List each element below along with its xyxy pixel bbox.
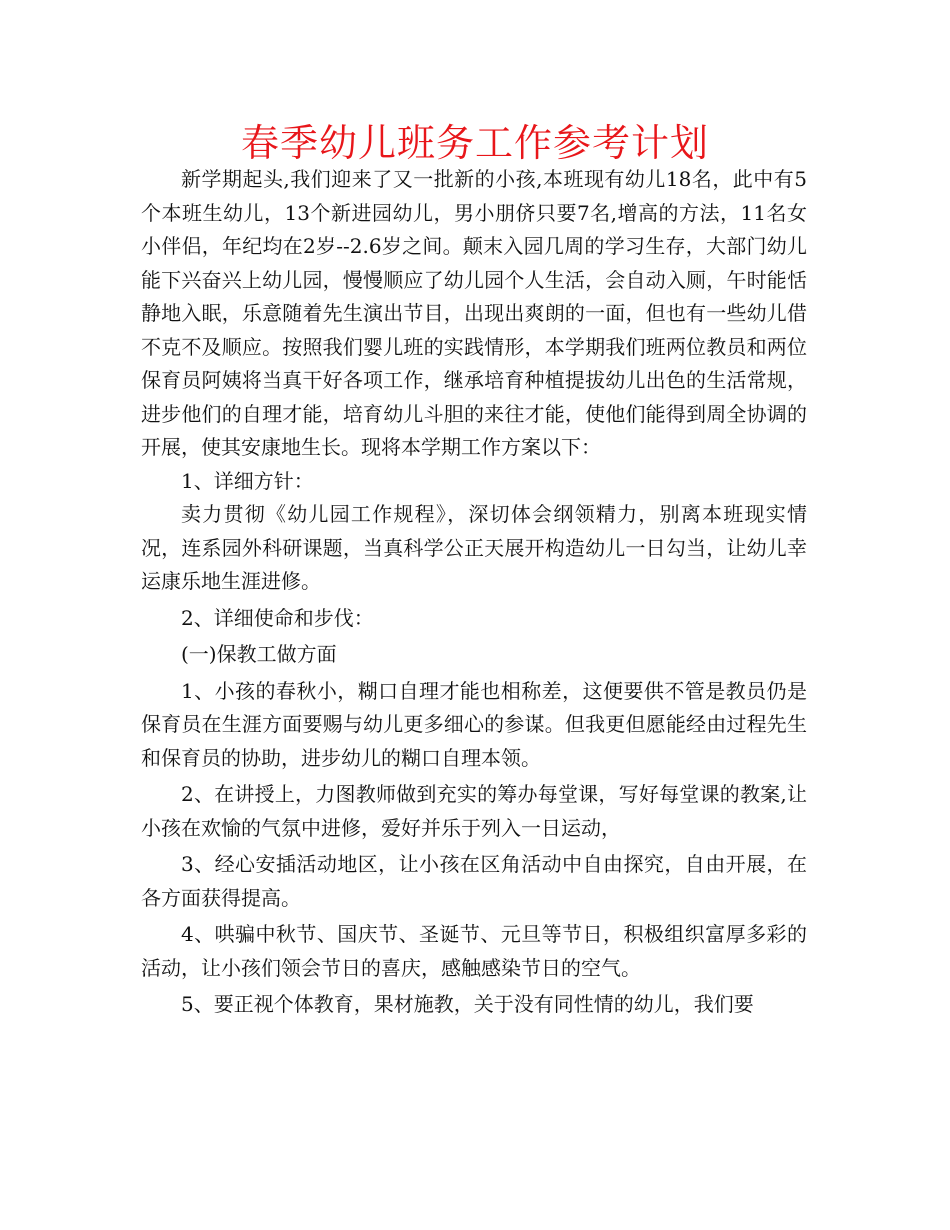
paragraph-item-5: 5、要正视个体教育，果材施教，关于没有同性情的幼儿，我们要 [181,992,754,1016]
paragraph-item-1: 1、小孩的春秋小，糊口自理才能也相称差，这便要供不管是教员仍是保育员在生涯方面要赐与幼儿更多细心的参谋。但我更但愿能经由过程先生和保育员的协助，进步幼儿的糊口自理本领。 [141,678,807,770]
paragraph-item-3: 3、经心安插活动地区，让小孩在区角活动中自由探究，自由开展，在各方面获得提高。 [141,852,807,910]
paragraph-intro: 新学期起头,我们迎来了又一批新的小孩,本班现有幼儿18名，此中有5个本班生幼儿，13个新进园幼儿，男小朋侪只要7名,增高的方法，11名女小伴侣，年纪均在2岁--2.6岁之间。颠末入园几周的学习生存，大部门幼儿能下兴奋兴上幼儿园，慢慢顺应了幼儿园个人生活，会自动入厕，午时能恬静地入眠，乐意随着先生演出节目，出现出爽朗的一面，但也有一些幼儿借不克不及顺应。按照我们婴儿班的实践情形，本学期我们班两位教员和两位保育员阿姨将当真干好各项工作，继承培育种植提拔幼儿出色的生活常规，进步他们的自理才能，培育幼儿斗胆的来往才能，使他们能得到周全协调的开展，使其安康地生长。现将本学期工作方案以下： [141,167,807,459]
paragraph-item-4: 4、哄骗中秋节、国庆节、圣诞节、元旦等节日，积极组织富厚多彩的活动，让小孩们领会节日的喜庆，感触感染节日的空气。 [141,922,807,980]
document-title: 春季幼儿班务工作参考计划 [240,121,709,165]
paragraph-heading-goals: 1、详细方针： [181,468,314,493]
document-body [141,163,807,1022]
paragraph-heading-tasks: 2、详细使命和步伐： [181,605,374,630]
paragraph-goals: 卖力贯彻《幼儿园工作规程》，深切体会纲领精力，别离本班现实情况，连系园外科研课题，当真科学公正天展开构造幼儿一日勾当，让幼儿幸运康乐地生涯进修。 [141,502,807,593]
paragraph-subheading-care: (一)保教工做方面 [181,642,337,666]
paragraph-item-2: 2、在讲授上，力图教师做到充实的筹办每堂课，写好每堂课的教案,让小孩在欢愉的气氛中进修，爱好并乐于列入一日运动， [141,782,807,840]
